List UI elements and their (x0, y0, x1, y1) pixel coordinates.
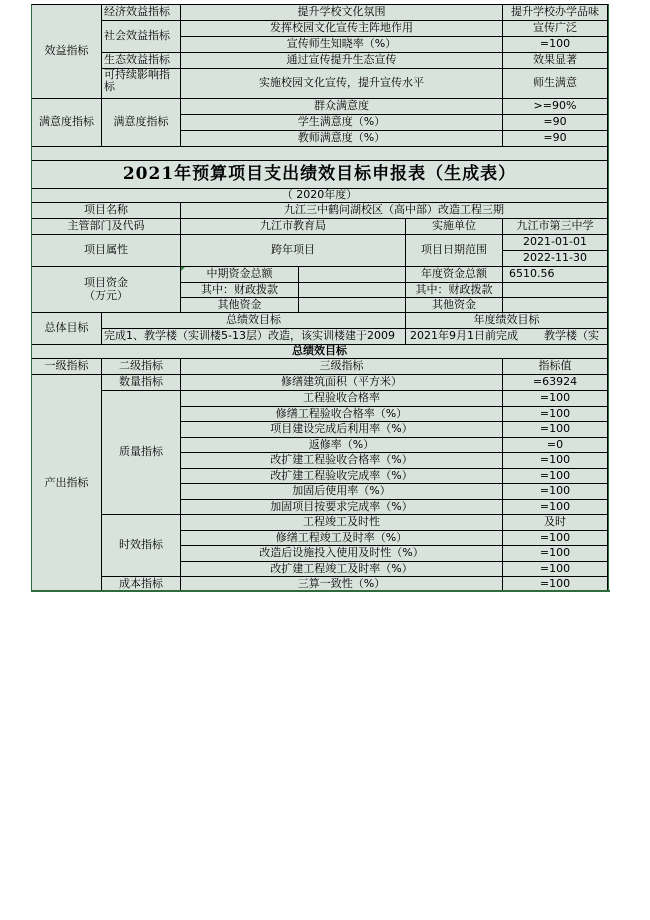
perf-row-l3: 加固项目按要求完成率（%） (181, 500, 503, 516)
benefit-l3-social-1: 发挥校园文化宣传主阵地作用 (181, 21, 503, 37)
perf-row-l3: 改造后设施投入使用及时性（%） (181, 546, 503, 562)
group-time: 时效指标 (102, 515, 181, 577)
perf-row-l3: 改扩建工程竣工及时率（%） (181, 562, 503, 578)
satisfaction-l3-teacher: 教师满意度（%） (181, 131, 503, 147)
perf-header-l1: 一级指标 (32, 359, 102, 375)
overall-long-text: 完成1、教学楼（实训楼5-13层）改造，该实训楼建于2009 (102, 329, 406, 345)
perf-header-l3: 三级指标 (181, 359, 503, 375)
mid-total-value (299, 267, 406, 283)
perf-row-value: =100 (503, 562, 608, 578)
attr-value: 跨年项目 (181, 235, 406, 267)
perf-row-value: =100 (503, 391, 608, 407)
perf-header-value: 指标值 (503, 359, 608, 375)
perf-row-value: =100 (503, 531, 608, 547)
group-quantity: 数量指标 (102, 375, 181, 391)
benefit-l2-social: 社会效益指标 (102, 21, 181, 53)
perf-row-value: =100 (503, 546, 608, 562)
satisfaction-l3-public: 群众满意度 (181, 99, 503, 115)
perf-row-value: =100 (503, 422, 608, 438)
perf-row-l3: 项目建设完成后利用率（%） (181, 422, 503, 438)
overall-annual-text-2: 教学楼（实 (544, 329, 599, 343)
overall-annual-cell (406, 329, 608, 345)
perf-row-l3: 工程验收合格率 (181, 391, 503, 407)
date-start: 2021-01-01 (503, 235, 608, 251)
perf-row-value: =0 (503, 438, 608, 454)
benefit-l3-ecological: 通过宣传提升生态宣传 (181, 53, 503, 69)
perf-row-value: =100 (503, 407, 608, 423)
funds-label: 项目资金 (84, 276, 128, 290)
satisfaction-value-public: >=90% (503, 99, 608, 115)
perf-row-value: =100 (503, 577, 608, 591)
year-total-label: 年度资金总额 (406, 267, 503, 283)
perf-row-value: =100 (503, 469, 608, 485)
attr-label: 项目属性 (32, 235, 181, 267)
sheet-bottom-border (31, 590, 610, 592)
perf-row-l3: 返修率（%） (181, 438, 503, 454)
benefit-value-economic: 提升学校办学品味 (503, 5, 608, 21)
overall-annual-label: 年度绩效目标 (406, 313, 608, 329)
mid-other-label: 其他资金 (181, 298, 299, 313)
overall-label: 总体目标 (32, 313, 102, 345)
spacer-row (32, 147, 608, 161)
perf-row-value: 及时 (503, 515, 608, 531)
benefit-l3-economic: 提升学校文化氛围 (181, 5, 503, 21)
perf-row-l3: 修缮工程竣工及时率（%） (181, 531, 503, 547)
perf-row-l3: 工程竣工及时性 (181, 515, 503, 531)
group-cost: 成本指标 (102, 577, 181, 591)
benefit-value-ecological: 效果显著 (503, 53, 608, 69)
overall-annual-text-1: 2021年9月1日前完成 (410, 329, 518, 343)
year-fiscal-label: 其中：财政拨款 (406, 283, 503, 298)
mid-fiscal-value (299, 283, 406, 298)
dept-value: 九江市教育局 (181, 219, 406, 235)
output-level1: 产出指标 (32, 375, 102, 591)
satisfaction-level2: 满意度指标 (102, 99, 181, 147)
impl-value: 九江市第三中学 (503, 219, 608, 235)
overall-long-label: 总绩效目标 (102, 313, 406, 329)
benefit-l2-sustainable: 可持续影响指标 (102, 69, 181, 99)
satisfaction-value-student: =90 (503, 115, 608, 131)
benefit-l2-ecological: 生态效益指标 (102, 53, 181, 69)
perf-row-value: =100 (503, 500, 608, 516)
benefit-level1: 效益指标 (32, 5, 102, 99)
dept-label: 主管部门及代码 (32, 219, 181, 235)
satisfaction-l3-student: 学生满意度（%） (181, 115, 503, 131)
perf-row-l3: 修缮建筑面积（平方米） (181, 375, 503, 391)
project-name-label: 项目名称 (32, 203, 181, 219)
date-end: 2022-11-30 (503, 251, 608, 267)
report-year: （ 2020年度） (32, 189, 608, 203)
perf-row-value: =63924 (503, 375, 608, 391)
group-quality: 质量指标 (102, 391, 181, 515)
satisfaction-value-teacher: =90 (503, 131, 608, 147)
benefit-value-social-2: =100 (503, 37, 608, 53)
perf-row-value: =100 (503, 484, 608, 500)
perf-header-l2: 二级指标 (102, 359, 181, 375)
benefit-l3-sustainable: 实施校园文化宣传，提升宣传水平 (181, 69, 503, 99)
year-total-value: 6510.56 (503, 267, 608, 283)
perf-row-l3: 修缮工程验收合格率（%） (181, 407, 503, 423)
benefit-value-sustainable: 师生满意 (503, 69, 608, 99)
perf-row-l3: 改扩建工程验收合格率（%） (181, 453, 503, 469)
funds-label-cell (32, 267, 181, 313)
benefit-l2-economic: 经济效益指标 (102, 5, 181, 21)
report-sheet (31, 4, 609, 591)
benefit-value-social-1: 宣传广泛 (503, 21, 608, 37)
year-other-value (503, 298, 608, 313)
impl-label: 实施单位 (406, 219, 503, 235)
mid-total-label: 中期资金总额 (181, 267, 299, 283)
satisfaction-level1: 满意度指标 (32, 99, 102, 147)
perf-section-title: 总绩效目标 (32, 345, 608, 359)
perf-row-l3: 加固后使用率（%） (181, 484, 503, 500)
year-other-label: 其他资金 (406, 298, 503, 313)
year-fiscal-value (503, 283, 608, 298)
benefit-l3-social-2: 宣传师生知晓率（%） (181, 37, 503, 53)
perf-row-l3: 改扩建工程验收完成率（%） (181, 469, 503, 485)
date-range-label: 项目日期范围 (406, 235, 503, 267)
project-name-value: 九江三中鹤问湖校区（高中部）改造工程三期 (181, 203, 608, 219)
perf-row-value: =100 (503, 453, 608, 469)
mid-fiscal-label: 其中：财政拨款 (181, 283, 299, 298)
report-title: 2021年预算项目支出绩效目标申报表（生成表） (32, 161, 608, 189)
perf-row-l3: 三算一致性（%） (181, 577, 503, 591)
funds-unit: （万元） (84, 288, 128, 302)
mid-other-value (299, 298, 406, 313)
